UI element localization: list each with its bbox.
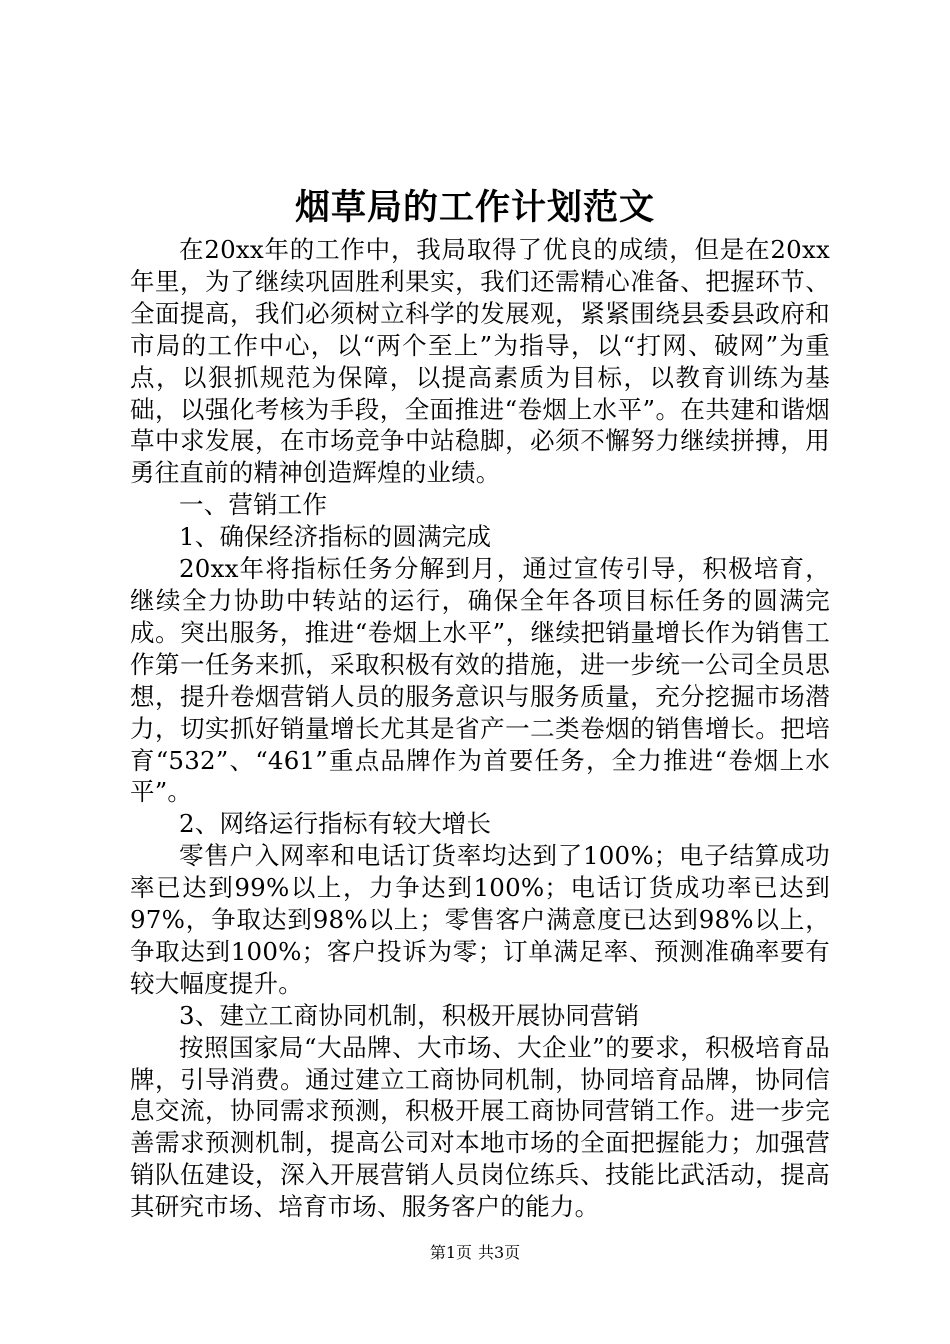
subsection-heading-1: 1、确保经济指标的圆满完成: [179, 522, 492, 552]
paragraph-economic-targets: 20xx年将指标任务分解到月，通过宣传引导，积极培育，继续全力协助中转站的运行，确保全年各项目标任务的圆满完成。突出服务，推进“卷烟上水平”，继续把销量增长作为销售工作第一任务来抓，采取积极有效的措施，进一步统一公司全员思想，提升卷烟营销人员的服务意识与服务质量，充分挖掘市场潜力，切实抓好销量增长尤其是省产一二类卷烟的销售增长。把培育“532”、“461”重点品牌作为首要任务，全力推进“卷烟上水平”。: [130, 554, 830, 807]
subsection-heading-2: 2、网络运行指标有较大增长: [179, 809, 492, 839]
page-number-current: 第1页: [429, 1243, 472, 1262]
section-heading-marketing: 一、营销工作: [179, 490, 328, 520]
page-number-total: 共3页: [478, 1243, 521, 1262]
paragraph-network-targets: 零售户入网率和电话订货率均达到了100%；电子结算成功率已达到99%以上，力争达到100%；电话订货成功率已达到97%，争取达到98%以上；零售客户满意度已达到98%以上，争取达到100%；客户投诉为零；订单满足率、预测准确率要有较大幅度提升。: [130, 841, 830, 998]
document-body: [130, 234, 830, 1223]
page-footer: [0, 1242, 950, 1264]
subsection-heading-3: 3、建立工商协同机制，积极开展协同营销: [179, 1000, 640, 1030]
paragraph-coordinated-marketing: 按照国家局“大品牌、大市场、大企业”的要求，积极培育品牌，引导消费。通过建立工商协同机制，协同培育品牌，协同信息交流，协同需求预测，积极开展工商协同营销工作。进一步完善需求预测机制，提高公司对本地市场的全面把握能力；加强营销队伍建设，深入开展营销人员岗位练兵、技能比武活动，提高其研究市场、培育市场、服务客户的能力。: [130, 1032, 830, 1222]
paragraph-intro: 在20xx年的工作中，我局取得了优良的成绩，但是在20xx年里，为了继续巩固胜利果实，我们还需精心准备、把握环节、全面提高，我们必须树立科学的发展观，紧紧围绕县委县政府和市局的工作中心，以“两个至上”为指导，以“打网、破网”为重点，以狠抓规范为保障，以提高素质为目标，以教育训练为基础，以强化考核为手段，全面推进“卷烟上水平”。在共建和谐烟草中求发展，在市场竞争中站稳脚，必须不懈努力继续拼搏，用勇往直前的精神创造辉煌的业绩。: [130, 235, 830, 488]
document-title: 烟草局的工作计划范文: [294, 187, 655, 228]
